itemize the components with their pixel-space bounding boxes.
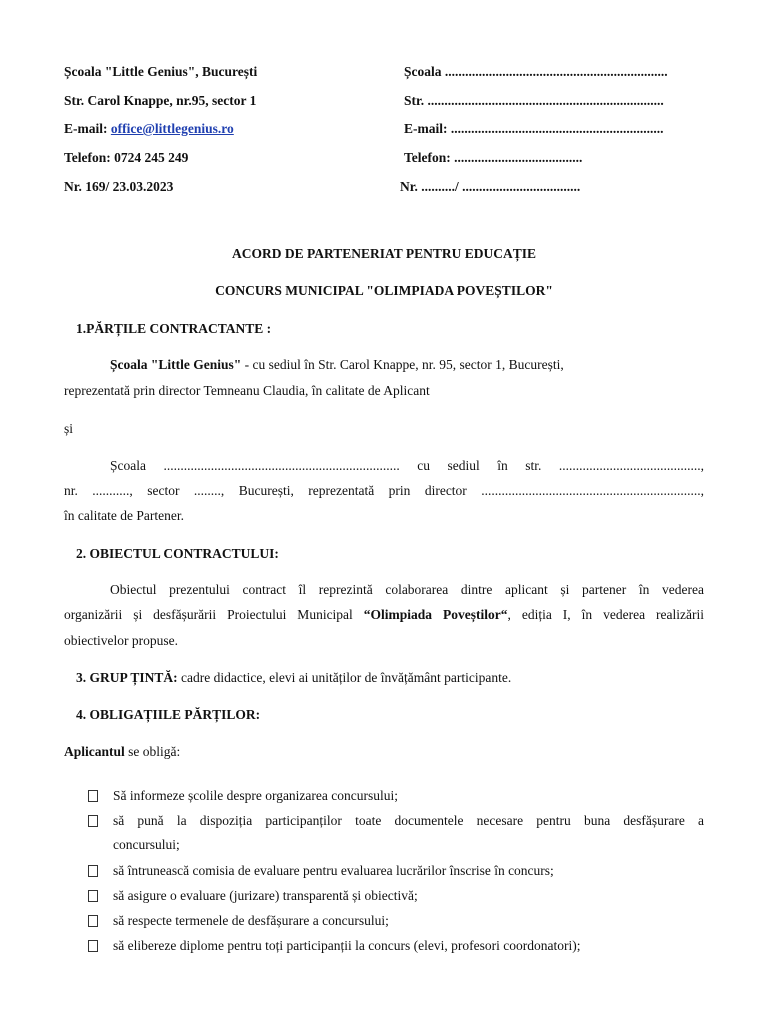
partner-number: Nr. ........../ ...................................	[400, 179, 581, 194]
sender-email-line	[64, 121, 234, 137]
obligation-2-cont: concursului;	[113, 837, 180, 852]
applicant-obligations-intro	[64, 744, 180, 760]
object-line-2	[64, 607, 704, 623]
section1-heading: 1.PĂRȚILE CONTRACTANTE :	[76, 321, 272, 336]
sender-number: Nr. 169/ 23.03.2023	[64, 179, 174, 194]
partner-street: Str. ......................................................................	[404, 93, 664, 108]
sender-street: Str. Carol Knappe, nr.95, sector 1	[64, 93, 257, 108]
bullet-marker-icon	[88, 790, 98, 805]
section4-heading: 4. OBLIGAȚIILE PĂRȚILOR:	[76, 707, 261, 722]
sender-email-link[interactable]: office@littlegenius.ro	[110, 121, 234, 136]
project-name: “Olimpiada Poveștilor“	[363, 607, 508, 622]
partner-phone: Telefon: ......................................	[404, 150, 583, 165]
bullet-marker-icon	[88, 815, 98, 830]
sender-email-label: E-mail:	[64, 121, 108, 136]
target-group-text: cadre didactice, elevi ai unităților de învățământ participante.	[177, 670, 512, 685]
section2-heading: 2. OBIECTUL CONTRACTULUI:	[76, 546, 279, 561]
object-line-3: obiectivelor propuse.	[64, 633, 178, 648]
applicant-label: Aplicantul	[64, 744, 125, 759]
partner-email: E-mail: ...............................................................	[404, 121, 664, 136]
sender-phone: Telefon: 0724 245 249	[64, 150, 189, 165]
bullet-marker-icon	[88, 865, 98, 880]
partner-line-1: Școala ...................................................................... cu sediul în str. ..........................................,	[110, 458, 704, 473]
target-group-line	[76, 670, 511, 686]
bullet-marker-icon	[88, 915, 98, 930]
obligation-3: să întrunească comisia de evaluare pentru evaluarea lucrărilor înscrise în concurs;	[113, 863, 554, 878]
partner-line-2: nr. ..........., sector ........, București, reprezentată prin director .................................................................,	[64, 483, 704, 498]
section3-heading: 3. GRUP ȚINTĂ:	[76, 670, 178, 685]
applicant-name: Școala "Little Genius"	[110, 357, 242, 372]
obligation-4: să asigure o evaluare (jurizare) transparentă și obiectivă;	[113, 888, 418, 903]
object-line-1: Obiectul prezentului contract îl reprezintă colaborarea dintre aplicant și partener în vederea	[110, 582, 704, 597]
obligation-6: să elibereze diplome pentru toți participanții la concurs (elevi, profesori coordonatori);	[113, 938, 581, 953]
obligation-1: Să informeze școlile despre organizarea concursului;	[113, 788, 399, 803]
partner-school: Școala ..................................................................	[404, 64, 668, 79]
object-line-2-c: , ediția I, în vederea realizării	[507, 607, 704, 622]
applicant-details: - cu sediul în Str. Carol Knappe, nr. 95, sector 1, București,	[241, 357, 564, 372]
obligation-5: să respecte termenele de desfășurare a concursului;	[113, 913, 389, 928]
obligation-2: să pună la dispoziția participanților toate documentele necesare pentru buna desfășurare a	[113, 813, 704, 828]
and-word: și	[64, 421, 74, 436]
applicant-line	[110, 357, 564, 373]
bullet-marker-icon	[88, 890, 98, 905]
applicant-obligations-rest: se obligă:	[124, 744, 181, 759]
contest-title: CONCURS MUNICIPAL "OLIMPIADA POVEȘTILOR"	[215, 283, 553, 298]
agreement-title: ACORD DE PARTENERIAT PENTRU EDUCAȚIE	[231, 246, 537, 261]
object-line-2-a: organizării și desfășurării Proiectului Municipal	[64, 607, 364, 622]
bullet-marker-icon	[88, 940, 98, 955]
partner-line-3: în calitate de Partener.	[64, 508, 184, 523]
applicant-representative: reprezentată prin director Temneanu Claudia, în calitate de Aplicant	[64, 383, 430, 398]
sender-school: Școala "Little Genius", București	[64, 64, 258, 79]
